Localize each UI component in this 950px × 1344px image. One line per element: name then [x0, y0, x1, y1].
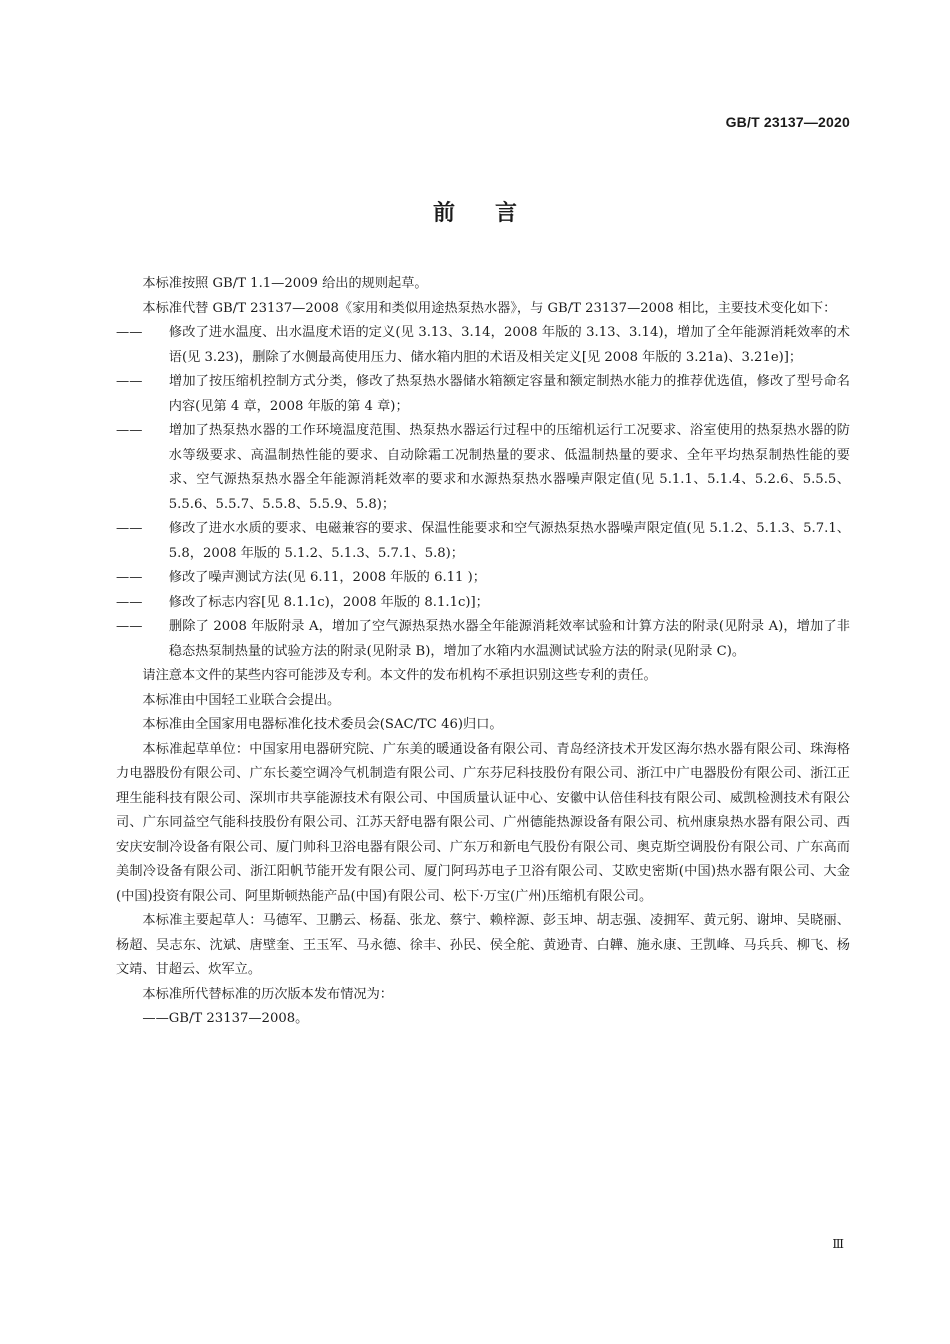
dash-marker: ——: [116, 521, 143, 536]
page-number: Ⅲ: [832, 1237, 844, 1251]
change-item: [116, 370, 850, 419]
foreword-body: [116, 272, 850, 1032]
change-item: [116, 517, 850, 566]
change-item: [116, 566, 850, 591]
change-item-text: 增加了热泵热水器的工作环境温度范围、热泵热水器运行过程中的压缩机运行工况要求、浴室使用的热泵热水器的防水等级要求、高温制热性能的要求、自动除霜工况制热量的要求、低温制热量的要求、全年平均热泵制热性能的要求、空气源热泵热水器全年能源消耗效率的要求和水源热泵热水器噪声限定值(见 5.1.1、5.1.4、5.2.6、5.5.5、5.5.6、5.5.7、5.5.8、5.5.9、5.8)；: [168, 423, 850, 512]
dash-marker: ——: [116, 594, 143, 610]
paragraph-proposer: 本标准由中国轻工业联合会提出。: [142, 692, 341, 708]
paragraph-committee: 本标准由全国家用电器标准化技术委员会(SAC/TC 46)归口。: [142, 717, 503, 732]
change-item-text: 修改了噪声测试方法(见 6.11，2008 年版的 6.11 )；: [168, 570, 486, 585]
dash-marker: ——: [116, 423, 143, 438]
dash-marker: ——: [142, 1011, 169, 1026]
dash-marker: ——: [116, 619, 143, 634]
change-item: [116, 419, 850, 517]
dash-marker: ——: [116, 570, 143, 585]
change-item: [116, 591, 850, 616]
paragraph-history-intro: 本标准所代替标准的历次版本发布情况为：: [142, 986, 393, 1002]
change-item-text: 增加了按压缩机控制方式分类，修改了热泵热水器储水箱额定容量和额定制热水能力的推荐优选值，修改了型号命名内容(见第 4 章，2008 年版的第 4 章)；: [168, 374, 850, 414]
page-title: 前言: [432, 201, 557, 226]
history-item: [116, 1007, 850, 1032]
paragraph-patent-notice: 请注意本文件的某些内容可能涉及专利。本文件的发布机构不承担识别这些专利的责任。: [142, 668, 657, 683]
change-item-text: 删除了 2008 年版附录 A，增加了空气源热泵热水器全年能源消耗效率试验和计算方法的附录(见附录 A)，增加了非稳态热泵制热量的试验方法的附录(见附录 B)，增加了水箱内水温测试试验方法的附录(见附录 C)。: [168, 619, 850, 659]
paragraph-drafting-units: 本标准起草单位：中国家用电器研究院、广东美的暖通设备有限公司、青岛经济技术开发区海尔热水器有限公司、珠海格力电器股份有限公司、广东长菱空调冷气机制造有限公司、广东芬尼科技股份有限公司、浙江中广电器股份有限公司、浙江正理生能科技有限公司、深圳市共享能源技术有限公司、中国质量认证中心、安徽中认倍佳科技有限公司、威凯检测技术有限公司、广东同益空气能科技股份有限公司、江苏天舒电器有限公司、广州德能热源设备有限公司、杭州康泉热水器有限公司、西安庆安制冷设备有限公司、厦门帅科卫浴电器有限公司、广东万和新电气股份有限公司、奥克斯空调股份有限公司、广东高而美制冷设备有限公司、浙江阳帆节能开发有限公司、厦门阿玛苏电子卫浴有限公司、艾欧史密斯(中国)热水器有限公司、大金(中国)投资有限公司、阿里斯顿热能产品(中国)有限公司、松下·万宝(广州)压缩机有限公司。: [116, 741, 850, 904]
change-item: [116, 615, 850, 664]
paragraph-replacement: 本标准代替 GB/T 23137—2008《家用和类似用途热泵热水器》，与 GB/T 23137—2008 相比，主要技术变化如下：: [142, 300, 837, 316]
dash-marker: ——: [116, 374, 143, 389]
change-item-text: 修改了进水温度、出水温度术语的定义(见 3.13、3.14，2008 年版的 3.13、3.14)，增加了全年能源消耗效率的术语(见 3.23)，删除了水侧最高使用压力、储水箱内胆的术语及相关定义[见 2008 年版的 3.21a)、3.21e)]；: [168, 325, 850, 365]
paragraph-drafters: 本标准主要起草人：马德军、卫鹏云、杨磊、张龙、蔡宁、赖梓源、彭玉坤、胡志强、凌拥军、黄元躬、谢坤、吴晓丽、杨超、吴志东、沈斌、唐壁奎、王玉军、马永德、徐丰、孙民、侯全舵、黄逊青、白韡、施永康、王凯峰、马兵兵、柳飞、杨文靖、甘超云、炊军立。: [116, 913, 850, 977]
change-item-text: 修改了标志内容[见 8.1.1c)，2008 年版的 8.1.1c)]；: [168, 594, 489, 610]
change-item-text: 修改了进水水质的要求、电磁兼容的要求、保温性能要求和空气源热泵热水器噪声限定值(见 5.1.2、5.1.3、5.7.1、5.8，2008 年版的 5.1.2、5.1.3、5.7.1、5.8)；: [168, 521, 850, 561]
standard-number: GB/T 23137—2020: [725, 114, 850, 130]
history-item-text: GB/T 23137—2008。: [168, 1011, 309, 1026]
change-item: [116, 321, 850, 370]
dash-marker: ——: [116, 325, 143, 340]
paragraph-drafting-rules: 本标准按照 GB/T 1.1—2009 给出的规则起草。: [142, 276, 428, 291]
